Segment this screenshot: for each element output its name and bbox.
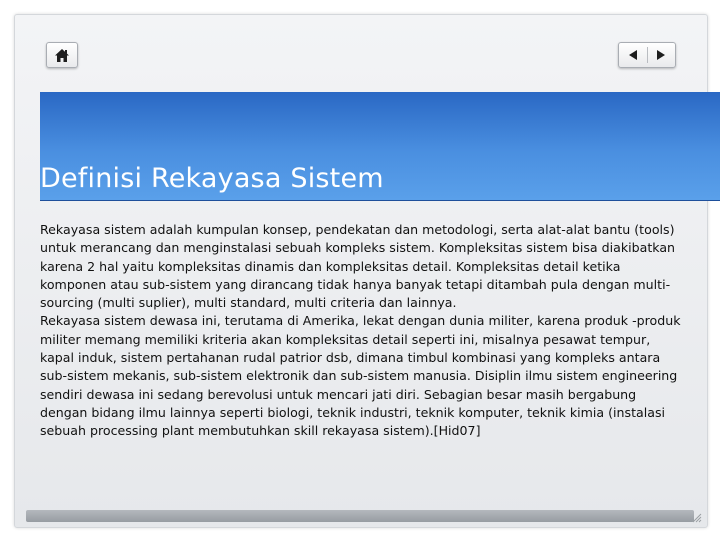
slide-content bbox=[40, 221, 685, 481]
bottom-bar bbox=[26, 510, 694, 522]
slide-title: Definisi Rekayasa Sistem bbox=[40, 163, 384, 194]
title-band bbox=[40, 92, 720, 201]
triangle-right-icon bbox=[656, 49, 666, 61]
home-icon bbox=[54, 48, 70, 63]
slide-navigation bbox=[618, 42, 676, 68]
previous-slide-button[interactable] bbox=[619, 43, 647, 67]
resize-grip-icon[interactable] bbox=[690, 511, 702, 523]
triangle-left-icon bbox=[628, 49, 638, 61]
home-button[interactable] bbox=[46, 42, 78, 68]
next-slide-button[interactable] bbox=[648, 43, 676, 67]
paragraph-1: Rekayasa sistem adalah kumpulan konsep, pendekatan dan metodologi, serta alat-alat bantu (tools) untuk merancang dan menginstalasi sebuah kompleks sistem. Kompleksitas sistem bisa diakibatkan karena 2 hal yaitu kompleksitas dinamis dan kompleksitas detail. Kompleksitas detail ketika komponen atau sub-sistem yang dirancang tidak hanya banyak tetapi ditambah pula dengan multi-sourcing (multi suplier), multi standard, multi criteria dan lainnya. bbox=[40, 222, 676, 311]
paragraph-2: Rekayasa sistem dewasa ini, terutama di Amerika, lekat dengan dunia militer, karena produk -produk militer memang memiliki kriteria akan kompleksitas detail seperti ini, misalnya pesawat tempur, kapal induk, sistem pertahanan rudal patrior dsb, dimana timbul kombinasi yang kompleks antara sub-sistem mekanis, sub-sistem elektronik dan sub-sistem manusia. Disiplin ilmu sistem engineering sendiri dewasa ini sedang berevolusi untuk mencari jati diri. Sebagian besar masih bergabung dengan bidang ilmu lainnya seperti biologi, teknik industri, teknik komputer, teknik kimia (instalasi sebuah processing plant membutuhkan skill rekayasa sistem).[Hid07] bbox=[40, 313, 681, 439]
